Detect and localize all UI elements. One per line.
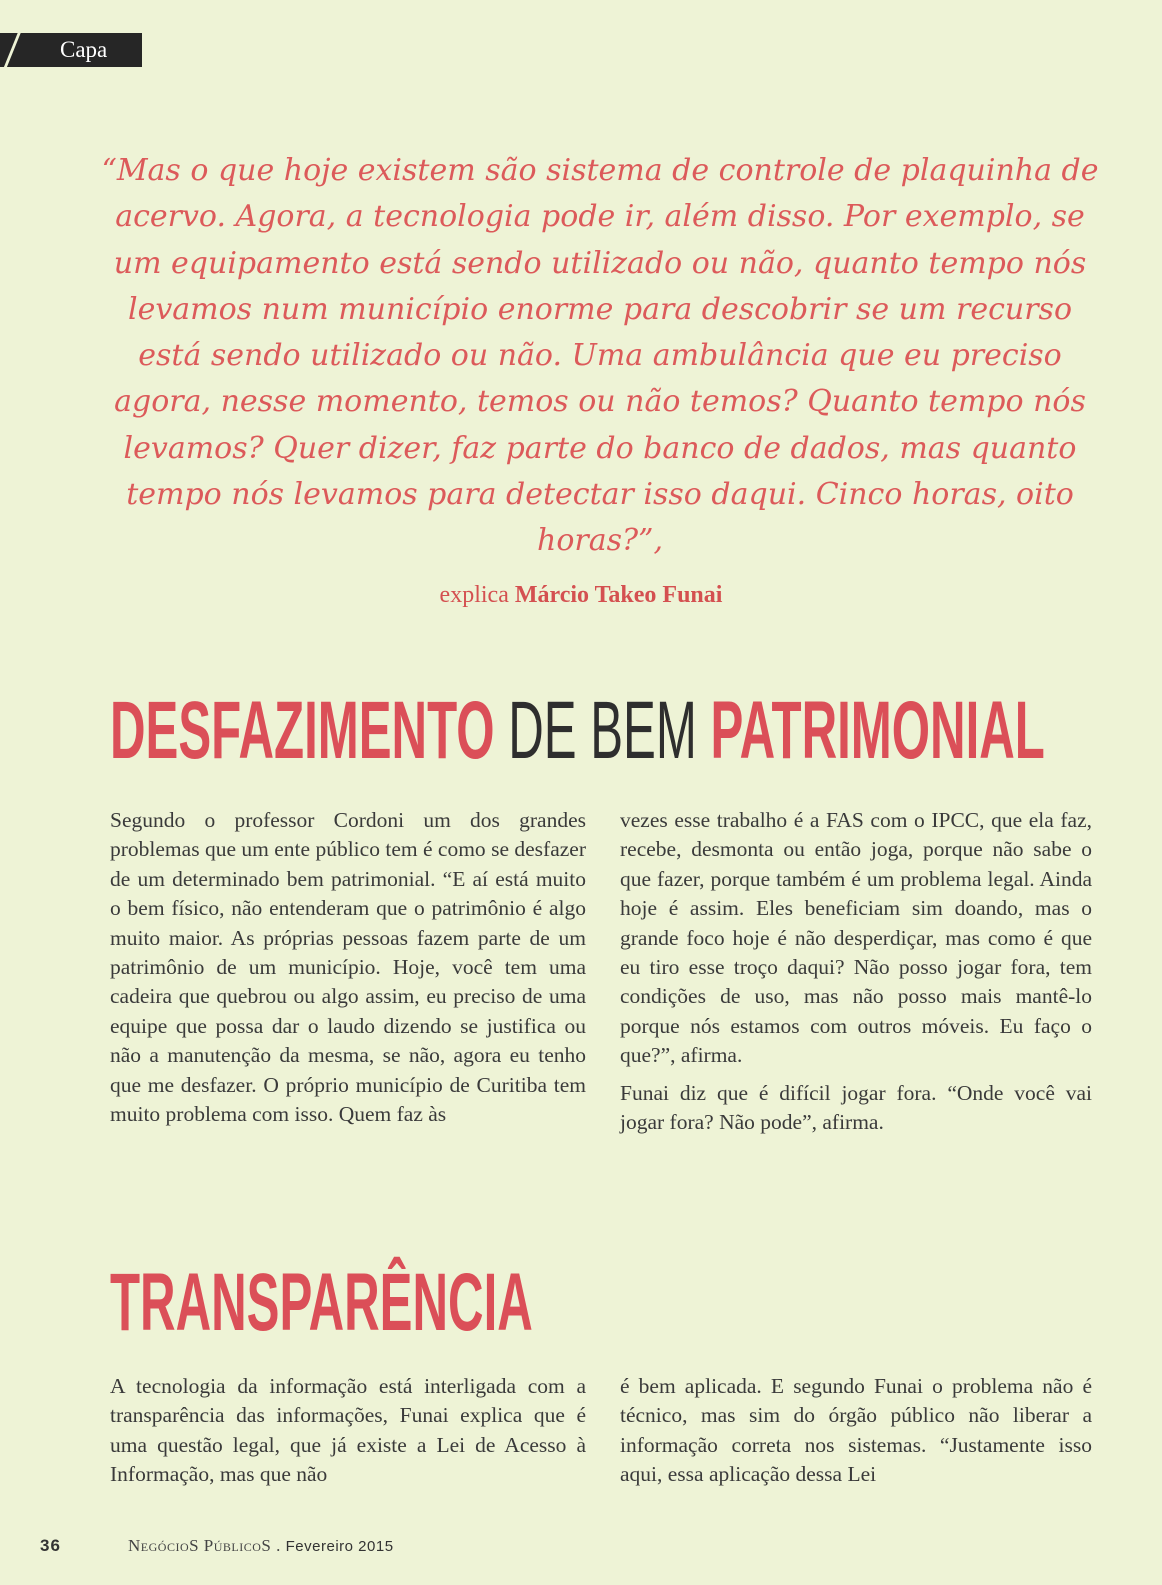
publication-name: NegócioS PúblicoS [128,1536,272,1555]
article1-column2 [620,806,1092,1145]
article2-col2-paragraph: é bem aplicada. E segundo Funai o problema não é técnico, mas sim do órgão público não liberar a informação correta nos sistemas. “Justamente isso aqui, essa aplicação dessa Lei [620,1374,1092,1487]
slash-decoration [2,32,21,72]
heading-transparencia: TRANSPARÊNCIA [110,1257,533,1348]
attribution-name: Márcio Takeo Funai [514,582,723,608]
pull-quote: “Mas o que hoje existem são sistema de controle de plaquinha de acervo. Agora, a tecnologia pode ir, além disso. Por exemplo, se um equipamento está sendo utilizado ou não, quanto tempo nós levamos num município enorme para descobrir se um recurso está sendo utilizado ou não. Uma ambulância que eu preciso agora, nesse momento, temos ou não temos? Quanto tempo nós levamos? Quer dizer, faz parte do banco de dados, mas quanto tempo nós levamos para detectar isso daqui. Cinco horas, oito horas?”, [101,153,1099,559]
article1-col2-paragraph1: vezes esse trabalho é a FAS com o IPCC, que ela faz, recebe, desmonta ou então joga, porque não sabe o que fazer, porque também é um problema legal. Ainda hoje é assim. Eles beneficiam sim doando, mas o grande foco hoje é não desperdiçar, mas como é que eu tiro esse troço daqui? Não posso jogar fora, tem condições de uso, mas não posso mais mantê-lo porque nós estamos com outros móveis. Eu faço o que?”, afirma. [620,808,1092,1068]
article2-column1 [110,1372,586,1498]
attribution-prefix: explica [439,582,509,608]
quote-attribution [0,582,1162,609]
heading-desfazimento [110,685,1045,776]
article2-col1-paragraph: A tecnologia da informação está interligada com a transparência das informações, Funai explica que é uma questão legal, que já existe a Lei de Acesso à Informação, mas que não [110,1374,586,1487]
heading-part-de-bem: DE BEM [494,685,711,776]
article1-column1 [110,806,586,1137]
article1-col2-paragraph2: Funai diz que é difícil jogar fora. “Onde você vai jogar fora? Não pode”, afirma. [620,1080,1092,1135]
footer-publication [128,1536,394,1556]
article2-column2 [620,1372,1092,1498]
heading-part-patrimonial: PATRIMONIAL [710,685,1045,776]
page-number: 36 [40,1536,61,1555]
issue-date: Fevereiro 2015 [285,1538,394,1555]
section-label: Capa [60,37,108,62]
heading-part-desfazimento: DESFAZIMENTO [110,685,495,776]
article1-col1-paragraph: Segundo o professor Cordoni um dos grandes problemas que um ente público tem é como se desfazer de um determinado bem patrimonial. “E aí está muito o bem físico, não entenderam que o patrimônio é algo muito maior. As próprias pessoas fazem parte de um patrimônio de um município. Hoje, você tem uma cadeira que quebrou ou algo assim, eu preciso de uma equipe que possa dar o laudo dizendo se justifica ou não a manutenção da mesma, se não, agora eu tenho que me desfazer. O próprio município de Curitiba tem muito problema com isso. Quem faz às [110,808,586,1127]
footer-separator: . [271,1536,286,1555]
section-tab [0,33,142,67]
